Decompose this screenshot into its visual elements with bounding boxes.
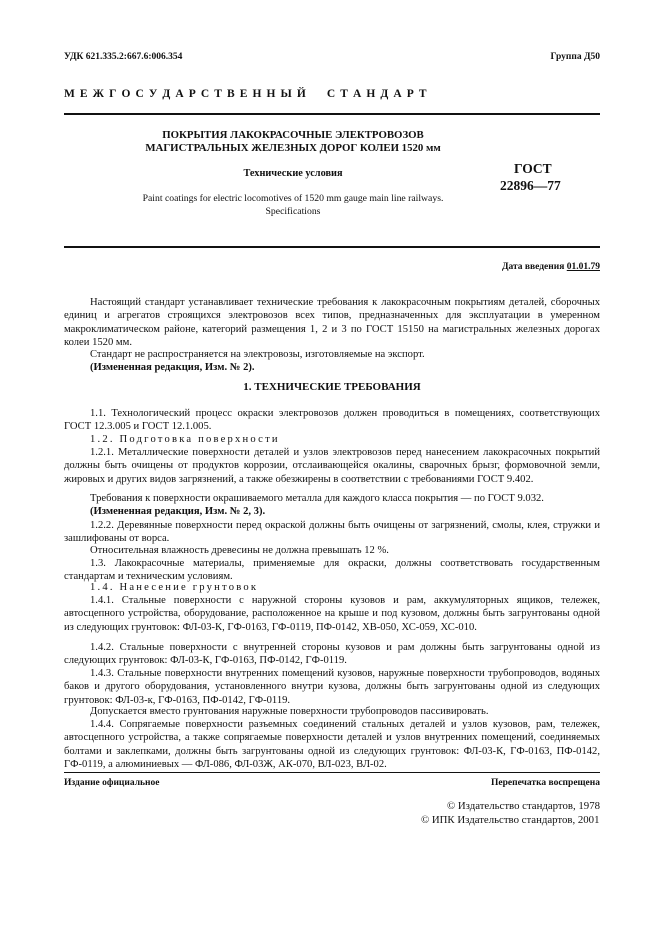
- section-heading: 1. ТЕХНИЧЕСКИЕ ТРЕБОВАНИЯ: [243, 381, 421, 393]
- english-title-line-1: Paint coatings for electric locomotives of 1520 mm gauge main line railways.: [142, 193, 444, 204]
- gost-label: ГОСТ: [514, 161, 552, 176]
- wood-humidity: Относительная влажность древесины не должна превышать 12 %.: [90, 545, 389, 556]
- title-line-1: ПОКРЫТИЯ ЛАКОКРАСОЧНЫЕ ЭЛЕКТРОВОЗОВ: [162, 129, 424, 141]
- clause-1-2-heading: 1.2. Подготовка поверхности: [90, 434, 280, 445]
- intro-paragraph: Настоящий стандарт устанавливает технические требования к лакокрасочным покрытиям деталей, сборочных единиц и агрегатов строящихся электровозов всех типов, предназначенных для эксплуатации в умеренном макроклиматическом районе, категорий размещения 1, 2 и 3 по ГОСТ 15150 на магистральных железных дорогах колеи 1520 мм.: [64, 297, 600, 349]
- english-title-line-2: Specifications: [265, 205, 321, 217]
- clause-1-4-1: 1.4.1. Стальные поверхности с наружной стороны кузовов и рам, аккумуляторных ящиков, тележек, автосцепного устройства, оборудование, расположенное на крыше и под кузовом, должны быть загрунтованы одной из следующих грунтовок: ФЛ-03-К, ГФ-0163, ГФ-0119, ПФ-0142, ХВ-050, ХС-059, ХС-010.: [64, 595, 600, 633]
- reprint-notice: Перепечатка воспрещена: [490, 778, 600, 788]
- copyright-1978: © Издательство стандартов, 1978: [446, 800, 600, 812]
- gost-number: 22896—77: [500, 178, 561, 193]
- passivation-note: Допускается вместо грунтования наружные поверхности трубопроводов пассивировать.: [90, 706, 489, 717]
- udk-code: УДК 621.335.2:667.6:006.354: [64, 52, 183, 62]
- intro-date: [502, 262, 600, 272]
- clause-1-1: 1.1. Технологический процесс окраски электровозов должен проводиться в помещениях, соответствующих ГОСТ 12.3.005 и ГОСТ 12.1.005.: [64, 408, 600, 433]
- clause-1-4-heading: 1.4. Нанесение грунтовок: [90, 582, 259, 593]
- amendment-note-2: (Измененная редакция, Изм. № 2, 3).: [90, 506, 266, 517]
- official-edition: Издание официальное: [64, 778, 160, 788]
- document-title: [64, 129, 522, 154]
- title-line-2: МАГИСТРАЛЬНЫХ ЖЕЛЕЗНЫХ ДОРОГ КОЛЕИ 1520 мм: [145, 141, 441, 154]
- clause-1-4-3: 1.4.3. Стальные поверхности внутренних помещений кузовов, наружные поверхности трубопроводов, водяных баков и другого оборудования, установленного внутри кузова, должны быть загрунтованы одной из следующих грунтовок: ФЛ-03-к, ГФ-0163, ПФ-0142, ГФ-0119.: [64, 668, 600, 706]
- export-exclusion: Стандарт не распространяется на электровозы, изготовляемые на экспорт.: [90, 349, 425, 360]
- intro-date-label: Дата введения: [501, 262, 565, 272]
- standard-type: М Е Ж Г О С У Д А Р С Т В Е Н Н Ы Й С Т А Н Д А Р Т: [64, 88, 428, 100]
- english-title: [64, 193, 522, 218]
- footer-rule: [64, 772, 600, 773]
- gost-designation: [500, 160, 600, 194]
- clause-1-2-requirements: Требования к поверхности окрашиваемого металла для каждого класса покрытия — по ГОСТ 9.032.: [90, 493, 544, 504]
- document-subtitle: Технические условия: [243, 168, 343, 179]
- clause-1-3: 1.3. Лакокрасочные материалы, применяемые для окраски, должны соответствовать государственным стандартам и техническим условиям.: [64, 558, 600, 583]
- group-code: Группа Д50: [550, 52, 600, 62]
- copyright-block: [421, 800, 600, 827]
- clause-1-4-2: 1.4.2. Стальные поверхности с внутренней стороны кузовов и рам должны быть загрунтованы одной из следующих грунтовок: ФЛ-03-К, ГФ-0163, ПФ-0142, ГФ-0119.: [64, 642, 600, 667]
- clause-1-2-1: 1.2.1. Металлические поверхности деталей и узлов электровозов перед нанесением лакокрасочных покрытий должны быть очищены от продуктов коррозии, отслаивающейся окалины, сварочных брызг, формовочной земли, жировых и других видов загрязнений, а также обезжирены в соответствии с требованиями ГОСТ 9.402.: [64, 447, 600, 485]
- amendment-note-1: (Измененная редакция, Изм. № 2).: [90, 362, 255, 373]
- title-rule: [64, 246, 600, 248]
- copyright-2001: © ИПК Издательство стандартов, 2001: [420, 813, 600, 826]
- clause-1-4-4: 1.4.4. Сопрягаемые поверхности разъемных соединений стальных деталей и узлов кузовов, рам, тележек, автосцепного устройства, а также сопрягаемые поверхности деталей и узлов внутренних помещений, соединяемых болтами и заклепками, должны быть загрунтованы одной из следующих грунтовок: ФЛ-03-К, ГФ-0163, ПФ-0142, ГФ-0119, а алюминиевых — ФЛ-086, ФЛ-03Ж, АК-070, ВЛ-023, ВЛ-02.: [64, 719, 600, 771]
- header-rule: [64, 113, 600, 115]
- intro-date-value: 01.01.79: [566, 262, 600, 272]
- clause-1-2-2: 1.2.2. Деревянные поверхности перед окраской должны быть очищены от загрязнений, смолы, клея, стружки и зашлифованы от ворса.: [64, 520, 600, 545]
